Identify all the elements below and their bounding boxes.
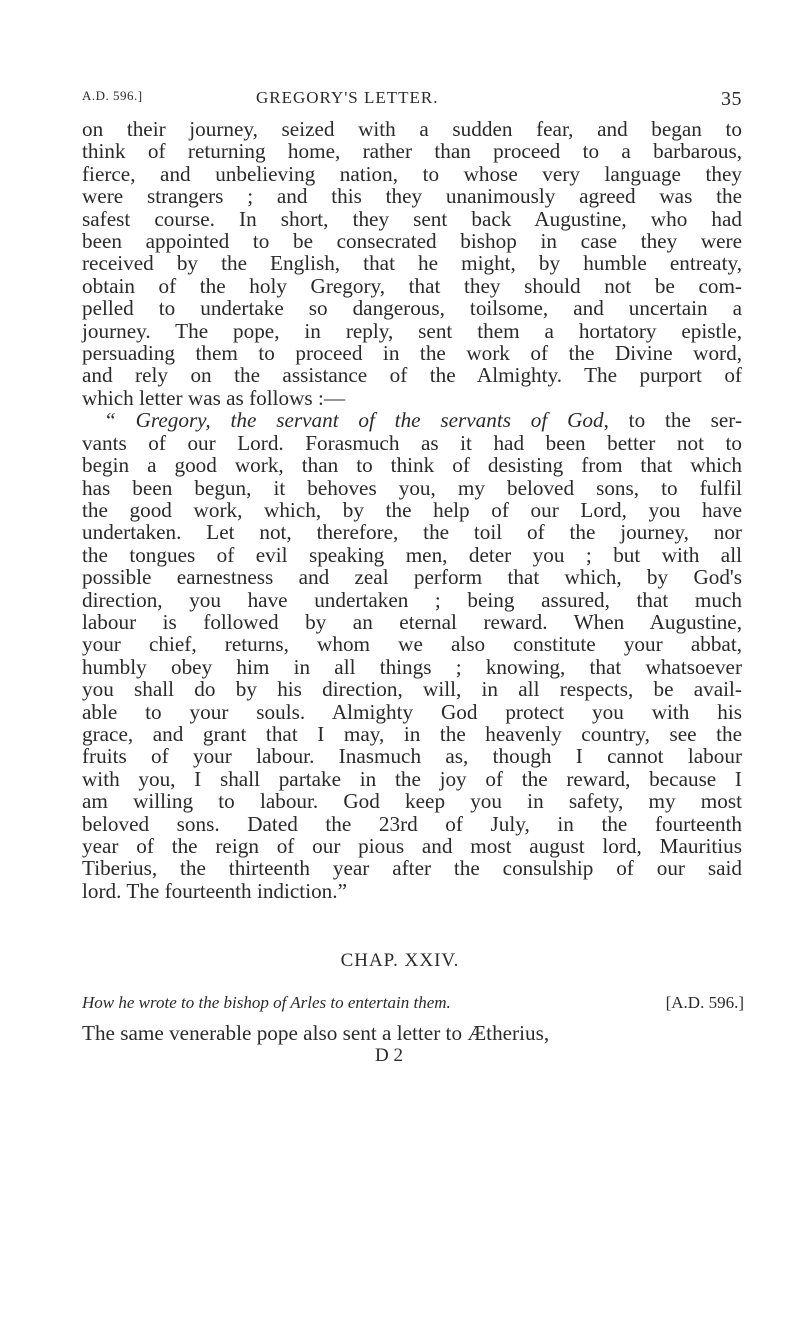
text-line: begin a good work, than to think of desisting from that which bbox=[82, 453, 742, 478]
text-line: vants of our Lord. Forasmuch as it had been better not to bbox=[82, 430, 742, 455]
text-line: The same venerable pope also sent a letter to Ætherius, bbox=[82, 1021, 550, 1045]
chapter-subtitle-row bbox=[82, 993, 744, 1013]
text-line: has been begun, it behoves you, my beloved sons, to fulfil bbox=[82, 475, 742, 500]
running-head-title: GREGORY'S LETTER. bbox=[256, 88, 439, 107]
text-line: with you, I shall partake in the joy of the reward, because I bbox=[82, 766, 742, 791]
text-line: been appointed to be consecrated bishop in case they were bbox=[82, 229, 742, 254]
text-line: pelled to undertake so dangerous, toilsome, and uncertain a bbox=[82, 296, 742, 321]
chapter-heading: CHAP. XXIV. bbox=[340, 950, 460, 971]
text-line: think of returning home, rather than proceed to a barbarous, bbox=[82, 139, 742, 164]
text-line: received by the English, that he might, by humble entreaty, bbox=[82, 251, 742, 276]
text-line: and rely on the assistance of the Almighty. The purport of bbox=[82, 363, 742, 388]
text-line: direction, you have undertaken ; being assured, that much bbox=[82, 587, 742, 612]
text-line: “ Gregory, the servant of the servants of God, to the ser- bbox=[104, 408, 742, 433]
text-line: your chief, returns, whom we also constitute your abbat, bbox=[82, 632, 742, 657]
text-line: safest course. In short, they sent back Augustine, who had bbox=[82, 206, 742, 231]
text-line: which letter was as follows :— bbox=[82, 385, 346, 410]
text-line: undertaken. Let not, therefore, the toil of the journey, nor bbox=[82, 520, 742, 545]
text-line: persuading them to proceed in the work of the Divine word, bbox=[82, 341, 742, 366]
chapter-first-line bbox=[82, 1022, 742, 1044]
text-line: possible earnestness and zeal perform that which, by God's bbox=[82, 565, 742, 590]
body-text bbox=[82, 118, 742, 902]
text-line: lord. The fourteenth indiction.” bbox=[82, 878, 347, 903]
text-line: beloved sons. Dated the 23rd of July, in the fourteenth bbox=[82, 811, 742, 836]
running-head-date: A.D. 596.] bbox=[82, 88, 143, 103]
text-line: fierce, and unbelieving nation, to whose very language they bbox=[82, 161, 742, 186]
text-line: fruits of your labour. Inasmuch as, though I cannot labour bbox=[82, 744, 742, 769]
text-line: obtain of the holy Gregory, that they should not be com- bbox=[82, 273, 742, 298]
text-line: journey. The pope, in reply, sent them a hortatory epistle, bbox=[82, 318, 742, 343]
text-line: able to your souls. Almighty God protect you with his bbox=[82, 699, 742, 724]
chapter-date: [A.D. 596.] bbox=[665, 993, 744, 1012]
text-line: you shall do by his direction, will, in all respects, be avail- bbox=[82, 677, 742, 702]
page-number: 35 bbox=[721, 88, 742, 110]
text-line: Tiberius, the thirteenth year after the consulship of our said bbox=[82, 856, 742, 881]
text-line: year of the reign of our pious and most august lord, Mauritius bbox=[82, 834, 742, 858]
text-line: were strangers ; and this they unanimously agreed was the bbox=[82, 184, 742, 209]
text-line: on their journey, seized with a sudden fear, and began to bbox=[82, 117, 742, 141]
text-line: am willing to labour. God keep you in safety, my most bbox=[82, 789, 742, 814]
chapter-subtitle: How he wrote to the bishop of Arles to entertain them. bbox=[82, 993, 451, 1012]
text-line: labour is followed by an eternal reward. When Augustine, bbox=[82, 609, 742, 634]
text-line: the good work, which, by the help of our Lord, you have bbox=[82, 497, 742, 522]
signature-mark: D 2 bbox=[375, 1045, 403, 1066]
text-line: grace, and grant that I may, in the heavenly country, see the bbox=[82, 721, 742, 746]
text-line: the tongues of evil speaking men, deter you ; but with all bbox=[82, 542, 742, 567]
text-line: humbly obey him in all things ; knowing, that whatsoever bbox=[82, 654, 742, 679]
